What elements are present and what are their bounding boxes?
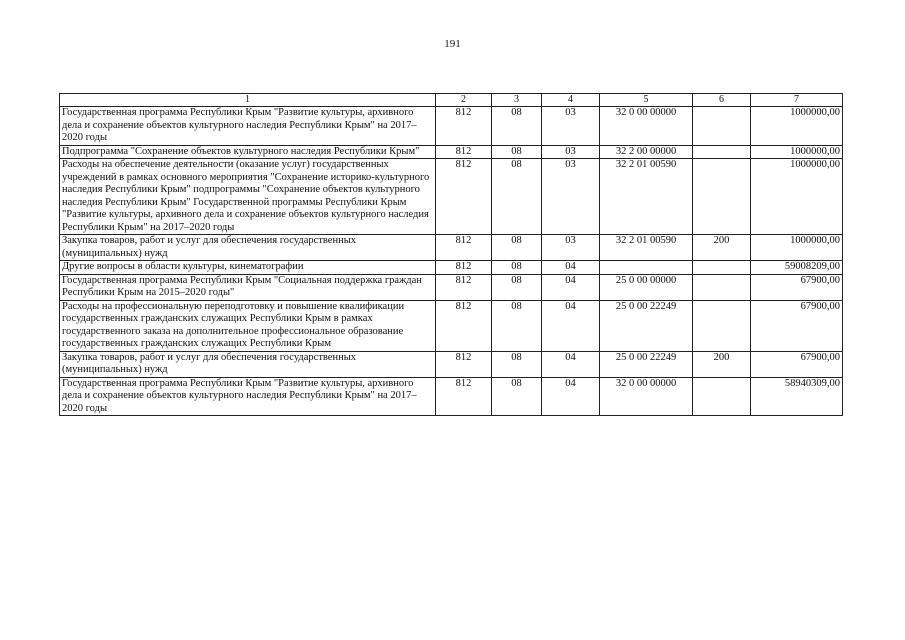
row-description: Расходы на профессиональную переподготовку и повышение квалификации государственных гражданских служащих Республики Крым в рамках государственного заказа на дополнительное профессиональное образование государственных гражданских служащих Республики Крым: [60, 300, 436, 351]
row-subsection-code: 03: [542, 235, 600, 261]
row-ministry-code: 812: [436, 235, 492, 261]
table-row: [60, 300, 843, 351]
row-ministry-code: 812: [436, 351, 492, 377]
row-section-code: 08: [492, 377, 542, 416]
row-section-code: 08: [492, 300, 542, 351]
row-ministry-code: 812: [436, 300, 492, 351]
header-col-1: 1: [60, 94, 436, 107]
row-target-code: 25 0 00 22249: [600, 351, 693, 377]
row-ministry-code: 812: [436, 261, 492, 275]
row-target-code: 32 2 01 00590: [600, 159, 693, 235]
row-description: Расходы на обеспечение деятельности (оказание услуг) государственных учреждений в рамках основного мероприятия "Сохранение историко-культурного наследия Республики Крым" подпрограммы "Сохранение объектов культурного наследия Республики Крым" Государственной программы Республики Крым "Развитие культуры, архивного дела и сохранение объектов культурного наследия Республики Крым" на 2017–2020 годы: [60, 159, 436, 235]
row-target-code: [600, 261, 693, 275]
table-row: [60, 145, 843, 159]
table-row: [60, 377, 843, 416]
table-row: [60, 235, 843, 261]
table-row: [60, 274, 843, 300]
table-row: [60, 351, 843, 377]
row-ministry-code: 812: [436, 107, 492, 146]
row-amount: 58940309,00: [751, 377, 843, 416]
row-expense-type: [693, 274, 751, 300]
row-subsection-code: 04: [542, 377, 600, 416]
row-description: Государственная программа Республики Крым "Развитие культуры, архивного дела и сохранение объектов культурного наследия Республики Крым" на 2017–2020 годы: [60, 107, 436, 146]
row-expense-type: [693, 145, 751, 159]
row-description: Государственная программа Республики Крым "Социальная поддержка граждан Республики Крым на 2015–2020 годы": [60, 274, 436, 300]
row-ministry-code: 812: [436, 145, 492, 159]
row-section-code: 08: [492, 274, 542, 300]
row-expense-type: [693, 261, 751, 275]
row-description: Подпрограмма "Сохранение объектов культурного наследия Республики Крым": [60, 145, 436, 159]
row-subsection-code: 03: [542, 159, 600, 235]
row-section-code: 08: [492, 145, 542, 159]
row-target-code: 25 0 00 22249: [600, 300, 693, 351]
row-target-code: 25 0 00 00000: [600, 274, 693, 300]
row-expense-type: [693, 300, 751, 351]
header-col-5: 5: [600, 94, 693, 107]
row-subsection-code: 04: [542, 261, 600, 275]
row-subsection-code: 03: [542, 107, 600, 146]
row-target-code: 32 2 00 00000: [600, 145, 693, 159]
row-ministry-code: 812: [436, 159, 492, 235]
row-description: Закупка товаров, работ и услуг для обеспечения государственных (муниципальных) нужд: [60, 235, 436, 261]
row-expense-type: [693, 377, 751, 416]
row-expense-type: 200: [693, 235, 751, 261]
row-amount: 1000000,00: [751, 145, 843, 159]
row-expense-type: [693, 159, 751, 235]
row-target-code: 32 2 01 00590: [600, 235, 693, 261]
header-col-6: 6: [693, 94, 751, 107]
header-col-7: 7: [751, 94, 843, 107]
row-subsection-code: 04: [542, 351, 600, 377]
row-amount: 59008209,00: [751, 261, 843, 275]
row-amount: 1000000,00: [751, 235, 843, 261]
row-amount: 67900,00: [751, 274, 843, 300]
row-description: Государственная программа Республики Крым "Развитие культуры, архивного дела и сохранение объектов культурного наследия Республики Крым" на 2017–2020 годы: [60, 377, 436, 416]
row-section-code: 08: [492, 107, 542, 146]
table-row: [60, 261, 843, 275]
row-description: Другие вопросы в области культуры, кинематографии: [60, 261, 436, 275]
budget-table: [59, 93, 843, 416]
header-row: [60, 94, 843, 107]
row-amount: 1000000,00: [751, 107, 843, 146]
header-col-4: 4: [542, 94, 600, 107]
row-section-code: 08: [492, 351, 542, 377]
row-subsection-code: 03: [542, 145, 600, 159]
row-amount: 67900,00: [751, 300, 843, 351]
row-subsection-code: 04: [542, 274, 600, 300]
row-ministry-code: 812: [436, 377, 492, 416]
table-row: [60, 107, 843, 146]
row-amount: 67900,00: [751, 351, 843, 377]
row-amount: 1000000,00: [751, 159, 843, 235]
row-expense-type: 200: [693, 351, 751, 377]
header-col-3: 3: [492, 94, 542, 107]
page-number: 191: [444, 38, 461, 50]
row-description: Закупка товаров, работ и услуг для обеспечения государственных (муниципальных) нужд: [60, 351, 436, 377]
row-expense-type: [693, 107, 751, 146]
table-row: [60, 159, 843, 235]
row-target-code: 32 0 00 00000: [600, 107, 693, 146]
row-section-code: 08: [492, 235, 542, 261]
row-ministry-code: 812: [436, 274, 492, 300]
row-target-code: 32 0 00 00000: [600, 377, 693, 416]
header-col-2: 2: [436, 94, 492, 107]
row-section-code: 08: [492, 261, 542, 275]
row-subsection-code: 04: [542, 300, 600, 351]
row-section-code: 08: [492, 159, 542, 235]
